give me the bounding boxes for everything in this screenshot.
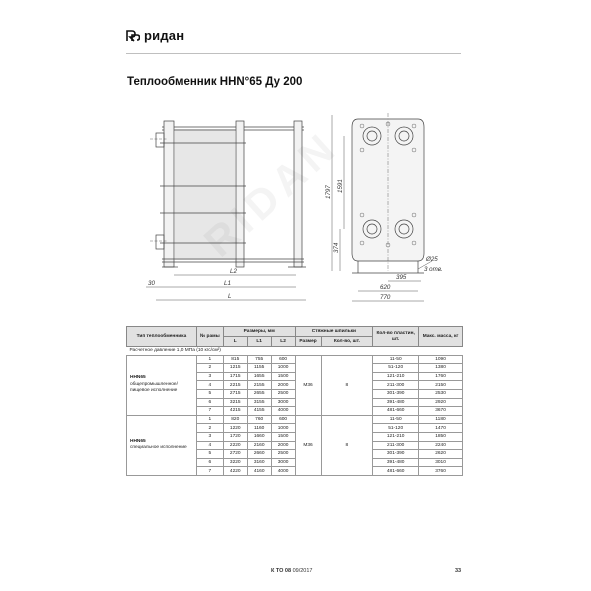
cell-L2: 1500 (271, 372, 295, 381)
cell-plates: 51-120 (373, 424, 419, 433)
cell-plates: 51-120 (373, 364, 419, 373)
cell-frame-number: 2 (196, 364, 223, 373)
cell-plates: 121-210 (373, 432, 419, 441)
table-row (127, 355, 463, 364)
cell-L2: 1000 (271, 424, 295, 433)
page-number: 33 (455, 568, 462, 574)
cell-L: 4215 (223, 407, 247, 416)
cell-L2: 3000 (271, 458, 295, 467)
cell-mass: 2620 (419, 450, 463, 459)
cell-L2: 600 (271, 415, 295, 424)
dim-holes-count: 3 отв. (424, 266, 443, 273)
cell-plates: 211-300 (373, 381, 419, 390)
cell-L2: 2500 (271, 450, 295, 459)
col-frame-number: № рамы (196, 327, 223, 347)
logo-text: ридан (144, 28, 185, 43)
cell-L: 3215 (223, 398, 247, 407)
dim-770: 770 (380, 294, 391, 301)
cell-frame-number: 7 (196, 407, 223, 416)
dim-30: 30 (148, 280, 155, 287)
cell-L: 2715 (223, 389, 247, 398)
col-L: L (223, 337, 247, 347)
page-title: Теплообменник ННN°65 Ду 200 (127, 76, 303, 88)
type-name: ННN65 (130, 438, 146, 444)
dim-L2: L2 (230, 268, 237, 275)
cell-mass: 1180 (419, 415, 463, 424)
cell-mass: 1380 (419, 364, 463, 373)
dim-hole-diameter: Ø25 (426, 256, 438, 263)
cell-frame-number: 3 (196, 372, 223, 381)
cell-mass: 3670 (419, 407, 463, 416)
cell-L1: 2660 (247, 450, 271, 459)
cell-L: 4220 (223, 467, 247, 476)
cell-L1: 4155 (247, 407, 271, 416)
header-divider (126, 53, 461, 54)
cell-stud-count: 8 (321, 355, 373, 415)
type-name: ННN65 (130, 375, 146, 381)
cell-plates: 301-390 (373, 389, 419, 398)
cell-mass: 2920 (419, 398, 463, 407)
footer-doc-code: К ТО 08 (271, 568, 292, 574)
cell-L2: 2000 (271, 381, 295, 390)
cell-L: 1220 (223, 424, 247, 433)
cell-L2: 600 (271, 355, 295, 364)
cell-L1: 2655 (247, 389, 271, 398)
cell-L1: 1655 (247, 372, 271, 381)
cell-frame-number: 1 (196, 415, 223, 424)
dim-L1: L1 (224, 280, 231, 287)
type-description: специальное исполнение (130, 445, 187, 451)
dim-L: L (228, 293, 232, 300)
dim-620: 620 (380, 284, 391, 291)
type-cell (127, 355, 197, 415)
type-cell (127, 415, 197, 475)
cell-mass: 2150 (419, 381, 463, 390)
col-mass: Макс. масса, кг (419, 327, 463, 347)
cell-mass: 3010 (419, 458, 463, 467)
dim-374: 374 (333, 242, 340, 253)
spec-table-body (127, 347, 463, 476)
cell-mass: 1760 (419, 372, 463, 381)
col-L2: L2 (271, 337, 295, 347)
cell-mass: 1850 (419, 432, 463, 441)
cell-frame-number: 7 (196, 467, 223, 476)
footer-doc (271, 568, 312, 574)
cell-frame-number: 4 (196, 441, 223, 450)
front-view (146, 121, 306, 300)
spec-table (126, 326, 463, 476)
cell-frame-number: 2 (196, 424, 223, 433)
col-plates: Кол-во пластин, шт. (373, 327, 419, 347)
cell-mass: 2240 (419, 441, 463, 450)
cell-stud-size: M36 (295, 415, 321, 475)
dim-1797: 1797 (325, 185, 332, 199)
cell-L1: 1160 (247, 424, 271, 433)
cell-L2: 4000 (271, 407, 295, 416)
cell-plates: 481-660 (373, 407, 419, 416)
cell-frame-number: 6 (196, 398, 223, 407)
cell-plates: 11-50 (373, 415, 419, 424)
cell-stud-count: 8 (321, 415, 373, 475)
cell-L1: 760 (247, 415, 271, 424)
cell-plates: 211-300 (373, 441, 419, 450)
cell-L1: 2160 (247, 441, 271, 450)
cell-L2: 1000 (271, 364, 295, 373)
cell-L1: 4160 (247, 467, 271, 476)
col-sizes: Размеры, мм (223, 327, 295, 337)
col-stud-size: Размер (295, 337, 321, 347)
cell-L: 1215 (223, 364, 247, 373)
dim-395: 395 (396, 274, 407, 281)
cell-L2: 4000 (271, 467, 295, 476)
cell-plates: 11-50 (373, 355, 419, 364)
cell-plates: 301-390 (373, 450, 419, 459)
cell-L: 2720 (223, 450, 247, 459)
cell-plates: 391-480 (373, 458, 419, 467)
cell-plates: 481-660 (373, 467, 419, 476)
cell-L2: 2000 (271, 441, 295, 450)
cell-L1: 3160 (247, 458, 271, 467)
cell-L1: 755 (247, 355, 271, 364)
cell-plates: 391-480 (373, 398, 419, 407)
side-view (332, 113, 432, 301)
type-description: общепромышленное/ пищевое исполнение (130, 381, 178, 394)
ridan-logo-icon (126, 29, 140, 43)
cell-L: 3220 (223, 458, 247, 467)
cell-L: 815 (223, 355, 247, 364)
cell-mass: 3760 (419, 467, 463, 476)
cell-stud-size: M36 (295, 355, 321, 415)
cell-L1: 1660 (247, 432, 271, 441)
pressure-note: Расчетное давление 1,0 МПа (10 кгс/см²) (127, 347, 463, 356)
cell-frame-number: 4 (196, 381, 223, 390)
cell-mass: 2530 (419, 389, 463, 398)
cell-plates: 121-210 (373, 372, 419, 381)
cell-L: 2215 (223, 381, 247, 390)
cell-L: 1715 (223, 372, 247, 381)
cell-frame-number: 3 (196, 432, 223, 441)
cell-frame-number: 6 (196, 458, 223, 467)
col-type: Тип теплообменника (127, 327, 197, 347)
col-studs: Стяжные шпильки (295, 327, 373, 337)
cell-frame-number: 1 (196, 355, 223, 364)
cell-mass: 1470 (419, 424, 463, 433)
cell-L: 820 (223, 415, 247, 424)
table-row (127, 415, 463, 424)
cell-L: 1720 (223, 432, 247, 441)
cell-mass: 1090 (419, 355, 463, 364)
cell-L1: 2155 (247, 381, 271, 390)
cell-frame-number: 5 (196, 389, 223, 398)
cell-L2: 3000 (271, 398, 295, 407)
cell-L2: 1500 (271, 432, 295, 441)
col-L1: L1 (247, 337, 271, 347)
cell-frame-number: 5 (196, 450, 223, 459)
col-stud-count: Кол-во, шт. (321, 337, 373, 347)
heat-exchanger-drawing (126, 103, 466, 308)
dim-1591: 1591 (337, 179, 344, 193)
cell-L: 2220 (223, 441, 247, 450)
brand-logo (126, 28, 184, 43)
cell-L1: 3155 (247, 398, 271, 407)
cell-L1: 1155 (247, 364, 271, 373)
cell-L2: 2500 (271, 389, 295, 398)
footer-date: 09/2017 (292, 568, 313, 574)
